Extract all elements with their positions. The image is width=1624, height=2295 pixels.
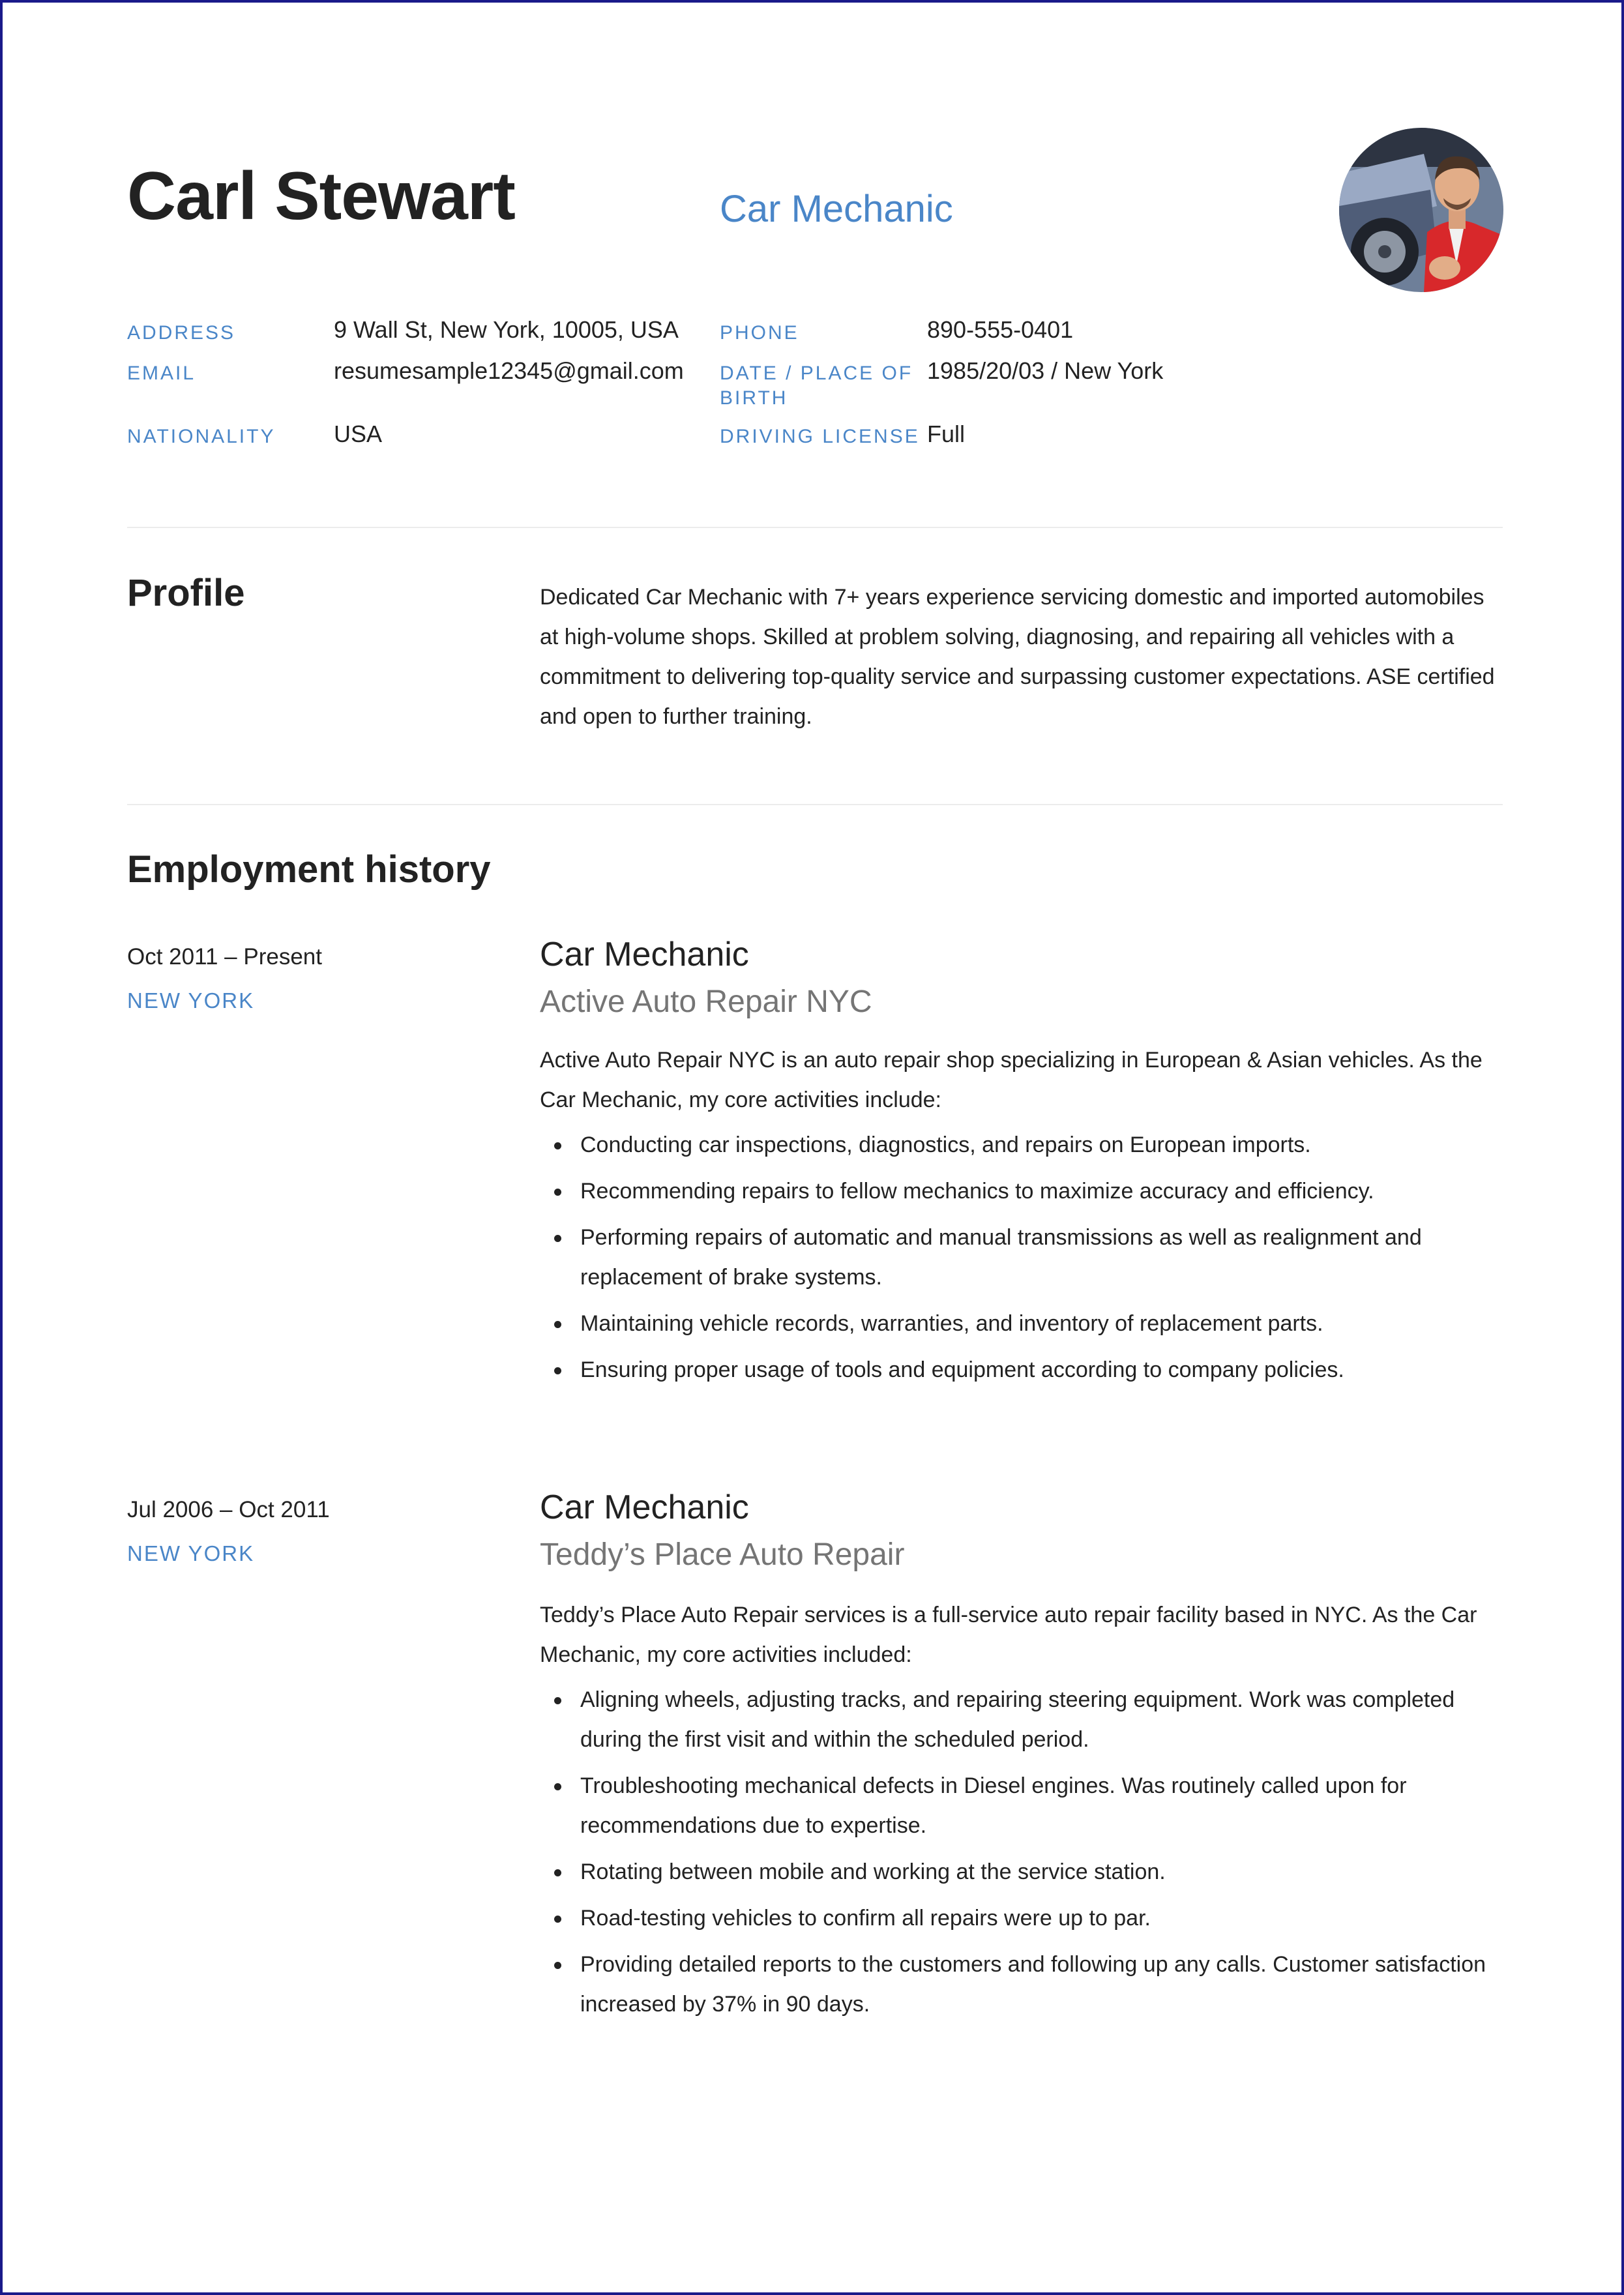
job-city: NEW YORK [127,988,255,1013]
job-company: Teddy’s Place Auto Repair [540,1537,905,1572]
list-item: Conducting car inspections, diagnostics, and repairs on European imports. [580,1125,1498,1165]
job-dates: Oct 2011 – Present [127,944,322,970]
job-bullet-list [540,1680,1498,2024]
job-summary: Active Auto Repair NYC is an auto repair shop specializing in European & Asian vehicles. As the Car Mechanic, my core activities include: [540,1048,1483,1112]
list-item: Maintaining vehicle records, warranties, and inventory of replacement parts. [580,1304,1498,1344]
address-value: 9 Wall St, New York, 10005, USA [334,316,679,343]
birth-label [720,361,913,411]
job-description [540,1041,1498,1397]
list-item: Rotating between mobile and working at the service station. [580,1852,1498,1892]
address-label: ADDRESS [127,322,236,344]
list-item: Road-testing vehicles to confirm all repairs were up to par. [580,1899,1498,1938]
list-item: Aligning wheels, adjusting tracks, and repairing steering equipment. Work was completed during the first visit and within the scheduled period. [580,1680,1498,1760]
avatar-photo-icon [1339,128,1503,292]
job-title: Car Mechanic [540,1488,749,1526]
job-summary: Teddy’s Place Auto Repair services is a full-service auto repair facility based in NYC. As the Car Mechanic, my core activities included: [540,1603,1477,1667]
email-label: EMAIL [127,363,196,384]
nationality-value: USA [334,421,383,447]
profile-heading: Profile [127,572,245,614]
birth-label-line2: BIRTH [720,387,788,409]
license-label: DRIVING LICENSE [720,426,920,447]
email-value[interactable]: resumesample12345@gmail.com [334,357,684,384]
employment-heading: Employment history [127,848,491,891]
candidate-role: Car Mechanic [720,188,953,230]
nationality-label: NATIONALITY [127,426,276,447]
job-company: Active Auto Repair NYC [540,985,872,1019]
job-title: Car Mechanic [540,936,749,973]
divider [127,527,1503,528]
list-item: Ensuring proper usage of tools and equipment according to company policies. [580,1350,1498,1390]
list-item: Troubleshooting mechanical defects in Diesel engines. Was routinely called upon for recommendations due to expertise. [580,1766,1498,1846]
job-city: NEW YORK [127,1541,255,1565]
birth-value: 1985/20/03 / New York [927,357,1164,384]
list-item: Recommending repairs to fellow mechanics to maximize accuracy and efficiency. [580,1172,1498,1211]
job-dates: Jul 2006 – Oct 2011 [127,1497,330,1522]
job-description [540,1595,1498,2031]
list-item: Performing repairs of automatic and manual transmissions as well as realignment and replacement of brake systems. [580,1218,1498,1297]
phone-value[interactable]: 890-555-0401 [927,316,1074,343]
profile-text: Dedicated Car Mechanic with 7+ years experience servicing domestic and imported automobiles at high-volume shops. Skilled at problem solving, diagnosing, and repairing all vehicles with a commitment to delivering top-quality service and surpassing customer expectations. ASE certified and open to further training. [540,585,1495,729]
divider [127,804,1503,805]
candidate-name: Carl Stewart [127,158,515,234]
list-item: Providing detailed reports to the customers and following up any calls. Customer satisfaction increased by 37% in 90 days. [580,1945,1498,2024]
license-value: Full [927,421,966,447]
birth-label-line1: DATE / PLACE OF [720,363,913,384]
person-photo-avatar [1339,128,1503,292]
job-bullet-list [540,1125,1498,1390]
phone-label: PHONE [720,322,799,344]
